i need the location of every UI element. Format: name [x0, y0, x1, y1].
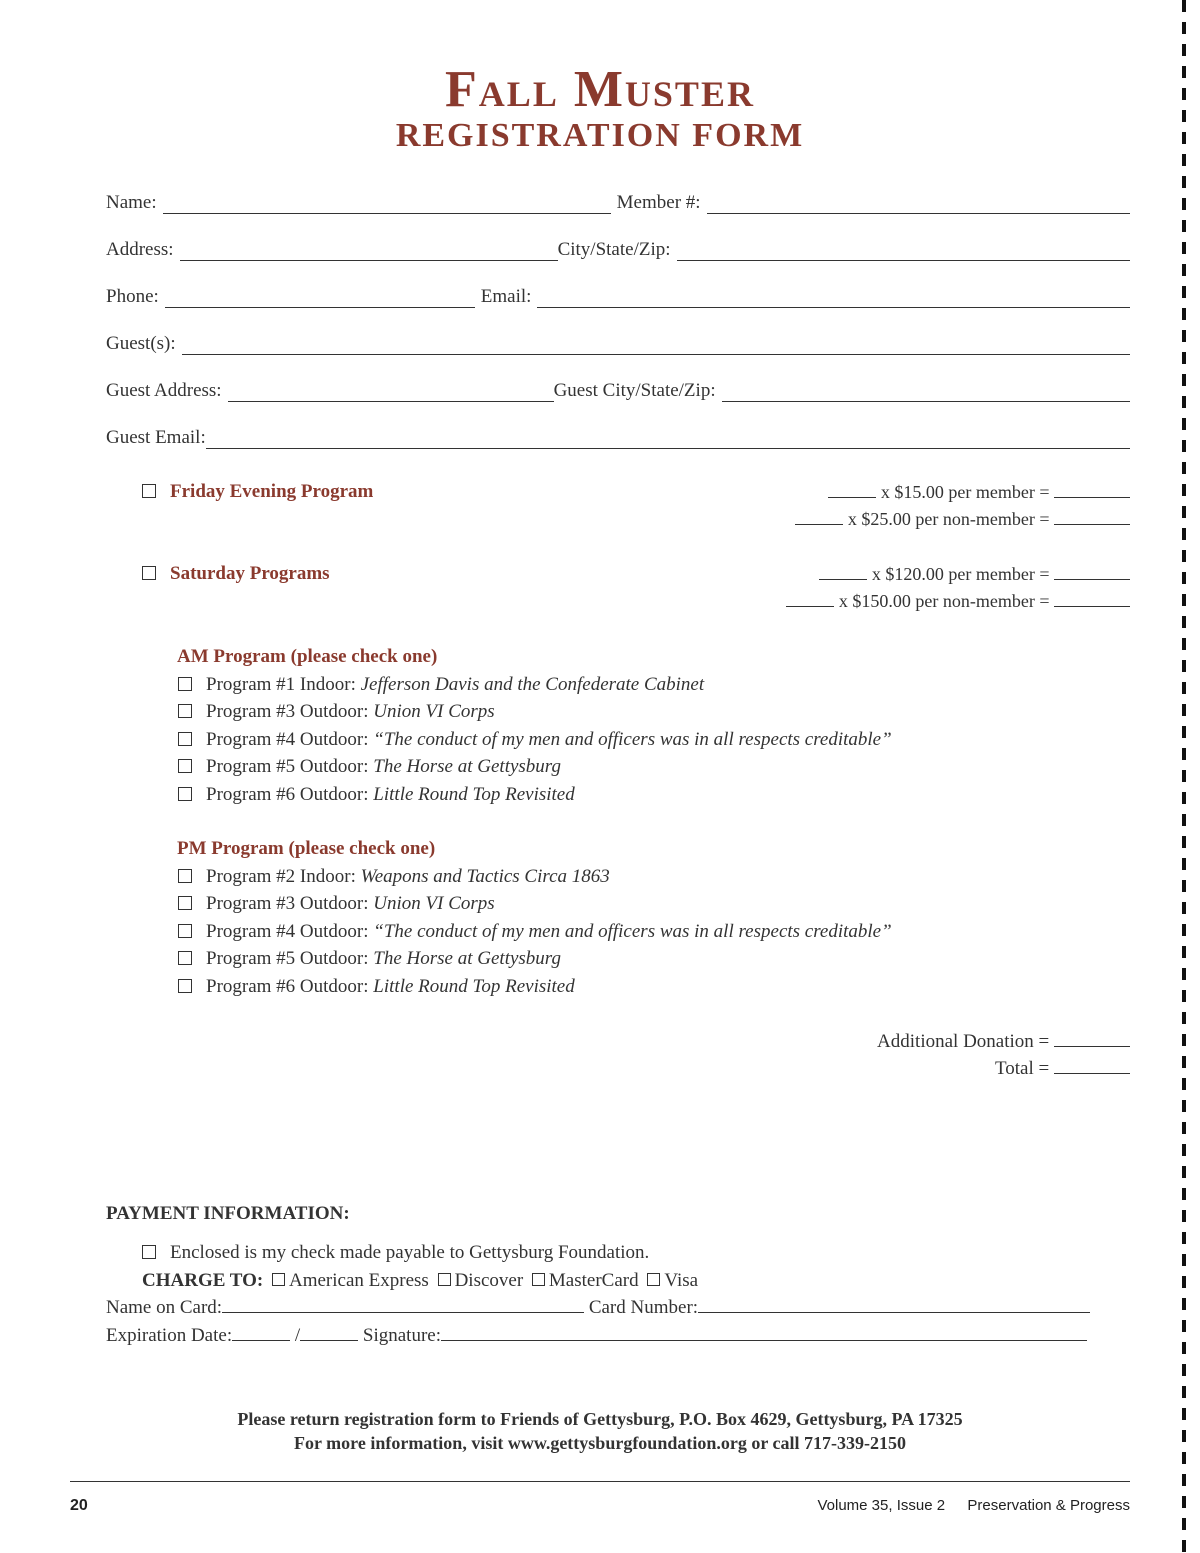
pm-option-prefix: Program #6 Outdoor: — [206, 976, 374, 997]
guest-address-row — [106, 376, 1130, 402]
name-field[interactable] — [163, 195, 611, 214]
pm-option-prefix: Program #4 Outdoor: — [206, 921, 374, 942]
card-number-label: Card Number: — [588, 1297, 699, 1318]
expiration-year-field[interactable] — [300, 1325, 358, 1341]
return-address: Please return registration form to Friends of Gettysburg, P.O. Box 4629, Gettysburg, PA 17325 — [237, 1409, 963, 1429]
pm-option-title: The Horse at Gettysburg — [373, 948, 561, 969]
pm-option[interactable] — [178, 893, 495, 915]
cut-line — [1182, 0, 1186, 1553]
saturday-nonmember-fee-row — [786, 591, 1130, 612]
email-field[interactable] — [537, 289, 1130, 308]
charge-to-row — [142, 1270, 698, 1292]
saturday-member-fee: x $120.00 per member = — [871, 564, 1050, 584]
expiration-label: Expiration Date: — [106, 1325, 233, 1346]
amex-checkbox[interactable] — [272, 1273, 285, 1286]
mastercard-checkbox[interactable] — [532, 1273, 545, 1286]
payment-heading: PAYMENT INFORMATION: — [106, 1203, 350, 1224]
pm-option-title: Union VI Corps — [373, 893, 495, 914]
pm-option-prefix: Program #5 Outdoor: — [206, 948, 374, 969]
member-label: Member #: — [616, 192, 701, 213]
pm-option-title: Little Round Top Revisited — [373, 976, 575, 997]
saturday-member-amount-field[interactable] — [1054, 564, 1130, 580]
signature-field[interactable] — [441, 1325, 1087, 1341]
am-option-prefix: Program #5 Outdoor: — [206, 756, 374, 777]
am-option-prefix: Program #1 Indoor: — [206, 674, 361, 695]
address-field[interactable] — [180, 242, 558, 261]
total-label: Total = — [995, 1058, 1050, 1079]
friday-member-fee-row — [828, 482, 1130, 503]
am-option-checkbox[interactable] — [178, 759, 192, 773]
am-option-checkbox[interactable] — [178, 704, 192, 718]
am-program-heading: AM Program (please check one) — [177, 646, 438, 667]
guests-field[interactable] — [182, 336, 1130, 355]
pm-option-title: “The conduct of my men and officers was in all respects creditable” — [373, 921, 892, 942]
pm-option-checkbox[interactable] — [178, 951, 192, 965]
pm-option[interactable] — [178, 976, 575, 998]
pm-option-checkbox[interactable] — [178, 896, 192, 910]
saturday-checkbox[interactable] — [142, 566, 156, 580]
pm-option-checkbox[interactable] — [178, 869, 192, 883]
saturday-program-label: Saturday Programs — [170, 563, 330, 584]
donation-row — [877, 1031, 1130, 1053]
am-option-title: Jefferson Davis and the Confederate Cabinet — [360, 674, 705, 695]
total-field[interactable] — [1054, 1058, 1130, 1074]
signature-label: Signature: — [362, 1325, 441, 1346]
address-row — [106, 235, 1130, 261]
pm-option-checkbox[interactable] — [178, 979, 192, 993]
saturday-member-fee-row — [819, 564, 1130, 585]
footer-divider — [70, 1481, 1130, 1482]
guest-email-label: Guest Email: — [106, 427, 206, 448]
pm-option-prefix: Program #3 Outdoor: — [206, 893, 374, 914]
expiration-month-field[interactable] — [232, 1325, 290, 1341]
page-number: 20 — [70, 1497, 88, 1514]
am-option[interactable] — [178, 701, 495, 723]
name-on-card-label: Name on Card: — [106, 1297, 223, 1318]
visa-label: Visa — [664, 1270, 699, 1291]
charge-to-label: CHARGE TO: — [142, 1270, 264, 1291]
am-option[interactable] — [178, 756, 561, 778]
phone-field[interactable] — [165, 289, 475, 308]
mastercard-label: MasterCard — [548, 1270, 639, 1291]
card-number-field[interactable] — [698, 1297, 1090, 1313]
guest-city-label: Guest City/State/Zip: — [553, 380, 716, 401]
guest-email-field[interactable] — [206, 430, 1130, 449]
friday-checkbox[interactable] — [142, 484, 156, 498]
check-label: Enclosed is my check made payable to Gettysburg Foundation. — [170, 1242, 650, 1263]
pm-option-title: Weapons and Tactics Circa 1863 — [360, 866, 610, 887]
friday-member-amount-field[interactable] — [1054, 482, 1130, 498]
am-option-title: The Horse at Gettysburg — [373, 756, 561, 777]
discover-checkbox[interactable] — [438, 1273, 451, 1286]
pm-option-checkbox[interactable] — [178, 924, 192, 938]
saturday-nonmember-amount-field[interactable] — [1054, 591, 1130, 607]
footer-info — [817, 1497, 1130, 1514]
city-state-zip-field[interactable] — [677, 242, 1130, 261]
amex-label: American Express — [289, 1270, 429, 1291]
saturday-member-qty-field[interactable] — [819, 564, 867, 580]
volume-issue: Volume 35, Issue 2 — [817, 1497, 946, 1514]
card-name-row — [106, 1297, 1090, 1319]
am-option[interactable] — [178, 729, 892, 751]
form-subtitle: REGISTRATION FORM — [395, 117, 805, 154]
pm-option-prefix: Program #2 Indoor: — [206, 866, 361, 887]
publication-name: Preservation & Progress — [967, 1497, 1130, 1514]
friday-nonmember-fee-row — [795, 509, 1130, 530]
am-option[interactable] — [178, 784, 575, 806]
am-option-title: Little Round Top Revisited — [373, 784, 575, 805]
name-label: Name: — [106, 192, 157, 213]
am-option-checkbox[interactable] — [178, 787, 192, 801]
guest-email-row — [106, 423, 1130, 449]
name-on-card-field[interactable] — [222, 1297, 584, 1313]
friday-nonmember-amount-field[interactable] — [1054, 509, 1130, 525]
total-row — [995, 1058, 1130, 1080]
donation-label: Additional Donation = — [877, 1031, 1050, 1052]
saturday-nonmember-qty-field[interactable] — [786, 591, 834, 607]
expiration-slash: / — [294, 1325, 301, 1346]
saturday-nonmember-fee: x $150.00 per non-member = — [838, 591, 1050, 611]
expiration-row — [106, 1325, 1087, 1347]
friday-nonmember-qty-field[interactable] — [795, 509, 843, 525]
check-checkbox[interactable] — [142, 1245, 156, 1259]
pm-program-heading: PM Program (please check one) — [177, 838, 436, 859]
am-option-prefix: Program #4 Outdoor: — [206, 729, 374, 750]
member-number-field[interactable] — [707, 195, 1130, 214]
guests-label: Guest(s): — [106, 333, 176, 354]
friday-member-qty-field[interactable] — [828, 482, 876, 498]
guests-row — [106, 329, 1130, 355]
am-option-title: “The conduct of my men and officers was in all respects creditable” — [373, 729, 892, 750]
guest-city-state-zip-field[interactable] — [722, 383, 1130, 402]
guest-address-field[interactable] — [228, 383, 554, 402]
pm-option[interactable] — [178, 866, 610, 888]
friday-program-label: Friday Evening Program — [170, 481, 374, 502]
am-option-title: Union VI Corps — [373, 701, 495, 722]
pm-option[interactable] — [178, 921, 892, 943]
more-info: For more information, visit www.gettysburgfoundation.org or call 717-339-2150 — [294, 1433, 906, 1453]
phone-row — [106, 282, 1130, 308]
check-option[interactable] — [142, 1242, 649, 1264]
am-option[interactable] — [178, 674, 704, 696]
am-option-prefix: Program #6 Outdoor: — [206, 784, 374, 805]
am-option-checkbox[interactable] — [178, 732, 192, 746]
friday-member-fee: x $15.00 per member = — [880, 482, 1050, 502]
guest-address-label: Guest Address: — [106, 380, 222, 401]
donation-field[interactable] — [1054, 1031, 1130, 1047]
form-title: Fall Muster — [445, 61, 755, 118]
saturday-program-option[interactable] — [142, 563, 330, 585]
email-label: Email: — [480, 286, 532, 307]
friday-nonmember-fee: x $25.00 per non-member = — [847, 509, 1050, 529]
phone-label: Phone: — [106, 286, 159, 307]
address-label: Address: — [106, 239, 174, 260]
visa-checkbox[interactable] — [647, 1273, 660, 1286]
am-option-checkbox[interactable] — [178, 677, 192, 691]
city-label: City/State/Zip: — [557, 239, 671, 260]
discover-label: Discover — [454, 1270, 524, 1291]
am-option-prefix: Program #3 Outdoor: — [206, 701, 374, 722]
friday-program-option[interactable] — [142, 481, 373, 503]
name-row — [106, 188, 1130, 214]
pm-option[interactable] — [178, 948, 561, 970]
